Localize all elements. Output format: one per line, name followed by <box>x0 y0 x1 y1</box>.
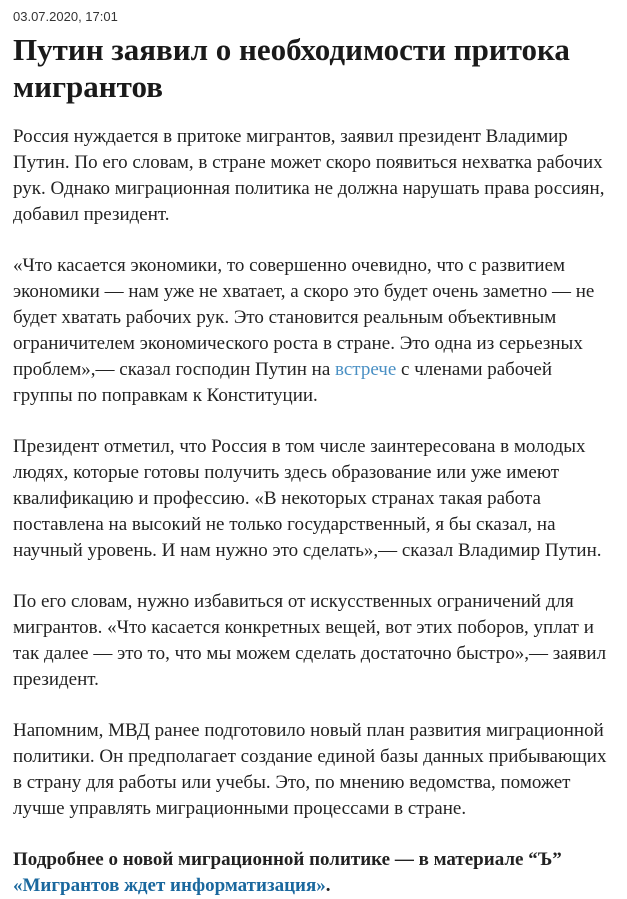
article-paragraph-lead: Россия нуждается в притоке мигрантов, заявил президент Владимир Путин. По его словам, в стране может скоро появиться нехватка рабочих рук. Однако миграционная политика не должна нарушать права россиян, добавил президент. <box>13 126 605 225</box>
article-paragraph-quote-economy <box>13 253 614 409</box>
article-body <box>13 124 614 899</box>
paragraph-text: Подробнее о новой миграционной политике — в материале “Ъ” <box>13 849 562 870</box>
article-title: Путин заявил о необходимости притока мигрантов <box>13 32 570 104</box>
article-paragraph-restrictions: По его словам, нужно избавиться от искусственных ограничений для мигрантов. «Что касается конкретных вещей, вот этих поборов, уплат и так далее — это то, что мы можем сделать достаточно быстро»,— заявил президент. <box>13 591 607 690</box>
related-article-link[interactable]: «Мигрантов ждет информатизация» <box>13 875 326 896</box>
paragraph-text: . <box>325 875 331 896</box>
meeting-link[interactable]: встрече <box>335 359 397 380</box>
paragraph-text: с членами рабочей группы по поправкам к Конституции. <box>13 359 553 406</box>
paragraph-text: «Что касается экономики, то совершенно очевидно, что с развитием экономики — нам уже не хватает, а скоро это будет очень заметно — не будет хватать рабочих рук. Это становится реальным объективным ограничителем экономического роста в стране. Это одна из серьезных проблем»,— сказал господин Путин на <box>13 255 595 380</box>
article-paragraph-related <box>13 847 614 899</box>
article-paragraph-young-people: Президент отметил, что Россия в том числе заинтересована в молодых людях, которые готовы получить здесь образование или уже имеют квалификацию и профессию. «В некоторых странах такая работа поставлена на высокий не только государственный, я бы сказал, на научный уровень. И нам нужно это сделать»,— сказал Владимир Путин. <box>13 436 602 561</box>
article-date: 03.07.2020, 17:01 <box>13 9 118 24</box>
article-paragraph-mvd-plan: Напомним, МВД ранее подготовило новый план развития миграционной политики. Он предполагает создание единой базы данных прибывающих в страну для работы или учебы. Это, по мнению ведомства, поможет лучше управлять миграционными процессами в стране. <box>13 720 607 819</box>
